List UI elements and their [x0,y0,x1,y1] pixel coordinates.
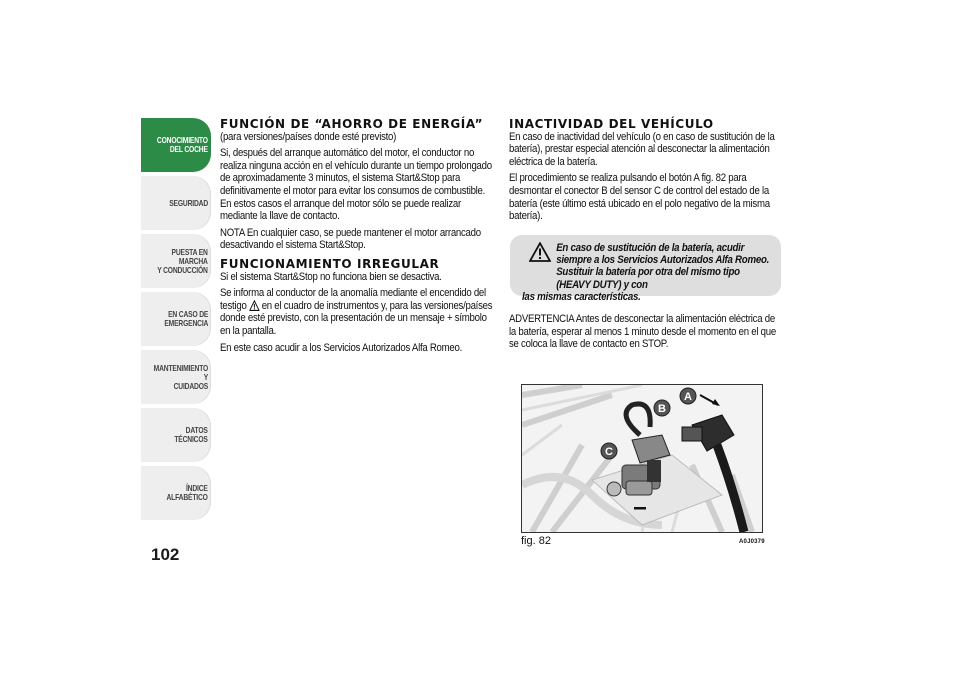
tab-label: DATOS TÉCNICOS [174,426,208,444]
tab-seguridad[interactable] [141,176,211,230]
tab-label: PUESTA EN MARCHA Y CONDUCCIÓN [157,247,208,275]
paragraph: El procedimiento se realiza pulsando el botón A fig. 82 para desmontar el conector B del sensor C de control del estado de la batería (este último está ubicado en el polo negativo de la misma batería). [509,172,770,223]
tab-label: ÍNDICE ALFABÉTICO [166,484,208,502]
paragraph: Si, después del arranque automático del motor, el conductor no realiza ninguna acción en el vehículo durante un tiempo prolongado de aproximadamente 3 minutos, el sistema Start&Stop para definitivamente el motor para evitar los consumos de combustible. En estos casos el arranque del motor sólo se puede realizar mediante la llave de contacto. [220,147,492,223]
section-heading-funcionamiento-irregular: FUNCIONAMIENTO IRREGULAR [220,256,440,271]
paragraph-note: NOTA En cualquier caso, se puede mantener el motor arrancado desactivando el sistema Start&Stop. [220,226,481,252]
warning-text [522,242,772,303]
svg-text:A: A [684,391,692,403]
paragraph-text: Se informa al conductor de la anomalía mediante el encendido del testigo [220,287,486,312]
callout-b [654,400,670,416]
warning-box [510,235,781,303]
callout-c [601,443,617,459]
tab-label: EN CASO DE EMERGENCIA [163,310,208,328]
tab-datos-tecnicos[interactable] [141,408,211,462]
tab-label: SEGURIDAD [168,198,208,208]
svg-text:B: B [658,403,666,415]
tab-puesta-en-marcha[interactable] [141,234,211,288]
paragraph-with-icon [220,287,492,337]
right-column [509,118,781,227]
left-column [220,118,493,358]
warning-text-line: las mismas características. [522,290,641,303]
figure-battery-connector [521,384,763,533]
paragraph: En este caso acudir a los Servicios Autorizados Alfa Romeo. [220,341,463,354]
paragraph: En caso de inactividad del vehículo (o en caso de sustitución de la batería), prestar especial atención al desconectar la alimentación eléctrica de la batería. [509,130,775,168]
tab-conocimiento-del-coche[interactable] [141,118,211,172]
tab-en-caso-de-emergencia[interactable] [141,292,211,346]
paragraph: Si el sistema Start&Stop no funciona bien se desactiva. [220,270,442,283]
battery-illustration [522,385,762,532]
warning-text-line: En caso de sustitución de la batería, acudir siempre a los Servicios Autorizados Alfa Romeo. Sustituir la batería por otra del mismo tipo (HEAVY DUTY) y con [556,242,770,291]
page-number: 102 [151,545,180,564]
right-column-advertencia [509,313,781,355]
section-subtitle: (para versiones/países donde esté previsto) [220,130,397,143]
paragraph-advertencia: ADVERTENCIA Antes de desconectar la alimentación eléctrica de la batería, esperar al menos 1 minuto desde el momento en el que se coloca la llave de contacto en STOP. [509,313,776,351]
paragraph-text: en el cuadro de instrumentos y, para las versiones/países donde esté previsto, con la presentación de un mensaje + símbolo en la pantalla. [220,299,493,337]
section-heading-ahorro-energia: FUNCIÓN DE “AHORRO DE ENERGÍA” [220,117,484,131]
warning-light-icon [249,300,259,311]
figure-caption: fig. 82 [521,535,551,547]
chapter-sidebar [141,118,211,524]
figure-code: A0J0379 [739,539,765,545]
tab-mantenimiento[interactable] [141,350,211,404]
callout-a [680,388,696,404]
tab-indice-alfabetico[interactable] [141,466,211,520]
tab-label: CONOCIMIENTO DEL COCHE [156,136,208,154]
tab-label: MANTENIMIENTO Y CUIDADOS [153,363,208,391]
svg-text:C: C [605,446,613,458]
section-heading-inactividad: INACTIVIDAD DEL VEHÍCULO [509,117,714,131]
